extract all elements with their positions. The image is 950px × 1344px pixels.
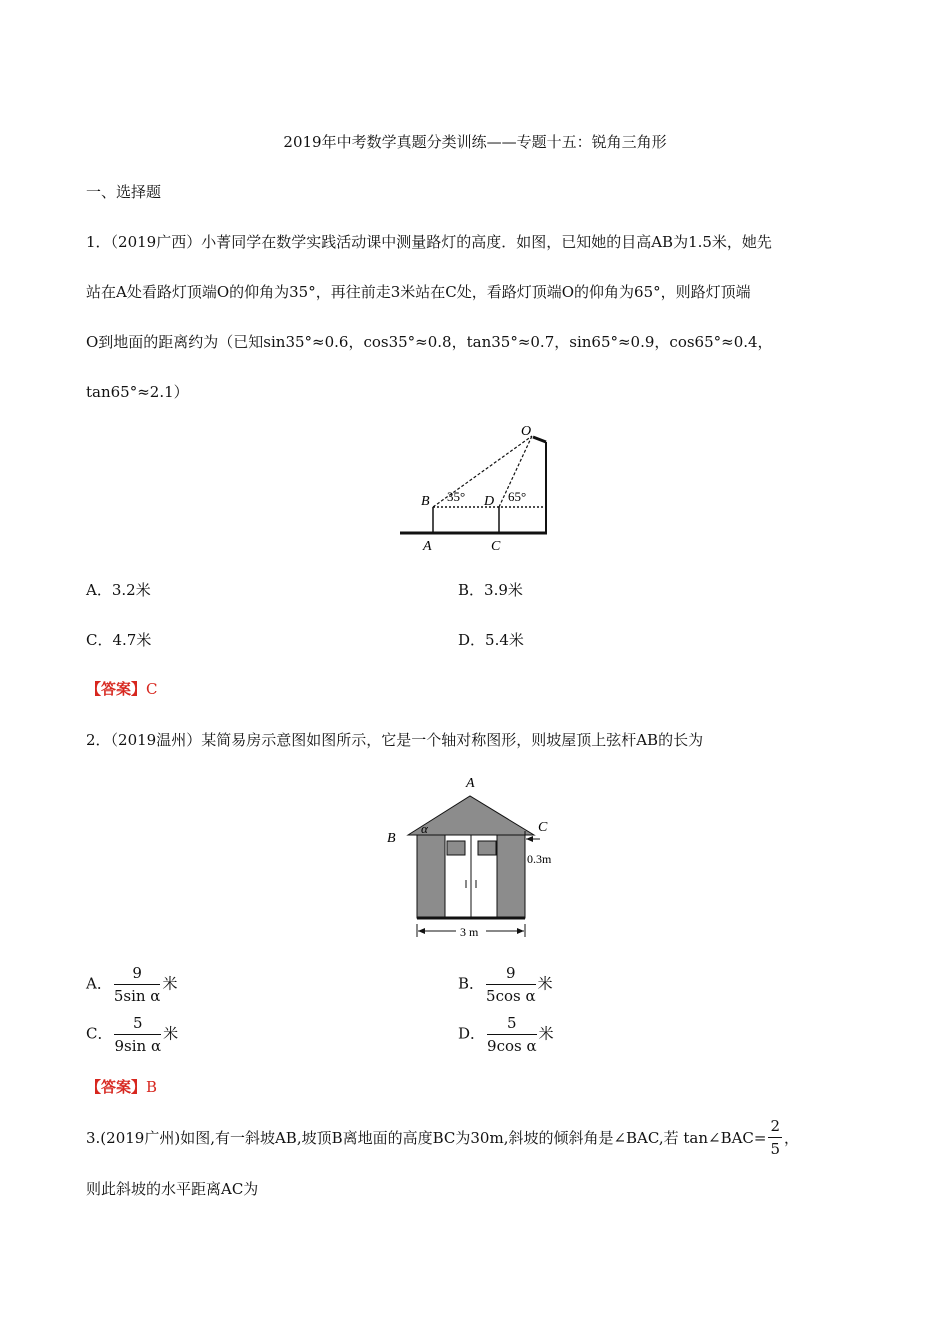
label-angle-35: 35° <box>447 489 466 504</box>
fraction-denominator: 5 <box>770 1140 781 1158</box>
q2-option-b <box>458 964 553 1005</box>
dim-label-width: 3 m <box>460 925 479 939</box>
label-alpha: α <box>421 821 428 836</box>
gap-arrow-head <box>526 836 533 842</box>
window-right <box>478 841 496 855</box>
option-unit: 米 <box>537 974 553 993</box>
option-fraction <box>114 964 161 1005</box>
q1-text-line-4: tan65°≈2.1） <box>86 383 189 401</box>
q2-option-a <box>86 964 177 1005</box>
option-label: B． <box>458 974 485 993</box>
q2-text-line-1: 2．（2019温州）某简易房示意图如图所示，它是一个轴对称图形，则坡屋顶上弦杆AB的长为 <box>86 731 704 749</box>
lamp-arm <box>533 437 546 442</box>
label-b: B <box>387 831 396 846</box>
fraction-denominator: 9cos α <box>487 1037 537 1055</box>
q3-text-line-2: 则此斜坡的水平距离AC为 <box>86 1180 259 1198</box>
section-heading: 一、选择题 <box>86 183 162 201</box>
label-gap: 0.3m <box>527 852 552 866</box>
option-unit: 米 <box>162 974 178 993</box>
q2-answer <box>86 1076 157 1097</box>
page-title: 2019年中考数学真题分类训练——专题十五：锐角三角形 <box>283 133 667 151</box>
fraction-denominator: 5cos α <box>486 987 536 1005</box>
label-d: D <box>484 494 495 509</box>
q1-answer <box>86 678 158 699</box>
label-b: B <box>421 494 430 509</box>
q1-text-line-3: O到地面的距离约为（已知sin35°≈0.6，cos35°≈0.8，tan35°≈0.7，sin65°≈0.9，cos65°≈0.4， <box>86 333 773 351</box>
label-a: A <box>466 776 475 791</box>
answer-tag: 【答案】 <box>86 680 147 698</box>
left-wall <box>417 835 445 918</box>
q1-option-b: B．3.9米 <box>458 581 523 599</box>
option-unit: 米 <box>163 1024 179 1043</box>
option-label: C． <box>86 1024 113 1043</box>
option-fraction <box>114 1014 161 1055</box>
answer-value: C <box>146 680 158 698</box>
label-o: O <box>521 424 532 439</box>
label-angle-65: 65° <box>508 489 527 504</box>
fraction-denominator: 9sin α <box>114 1037 162 1055</box>
dim-arrow-right <box>517 928 524 934</box>
label-c: C <box>538 820 548 835</box>
answer-value: B <box>146 1078 158 1096</box>
fraction-numerator: 9 <box>114 964 161 985</box>
answer-tag: 【答案】 <box>86 1078 147 1096</box>
q3-text-line-1 <box>86 1117 799 1158</box>
dim-arrow-left <box>418 928 425 934</box>
q1-figure-streetlight <box>395 420 555 555</box>
fraction-numerator: 9 <box>486 964 536 985</box>
q2-option-d <box>458 1014 554 1055</box>
option-label: A． <box>86 974 112 993</box>
label-a: A <box>423 539 432 554</box>
q3-text-post: ， <box>784 1129 800 1147</box>
option-label: D． <box>458 1024 486 1043</box>
q1-option-a: A．3.2米 <box>86 581 151 599</box>
fraction-numerator: 5 <box>114 1014 161 1035</box>
label-c: C <box>491 539 501 554</box>
option-fraction <box>487 1014 537 1055</box>
q3-text-pre: 3.(2019广州)如图,有一斜坡AB,坡顶B离地面的高度BC为30m,斜坡的倾斜角是∠BAC,若 tan∠BAC= <box>86 1129 767 1147</box>
option-fraction <box>486 964 536 1005</box>
fraction-numerator: 5 <box>487 1014 537 1035</box>
q2-option-c <box>86 1014 178 1055</box>
fraction-numerator: 2 <box>768 1117 782 1138</box>
option-unit: 米 <box>538 1024 554 1043</box>
right-wall <box>497 835 525 918</box>
q1-option-d: D．5.4米 <box>458 631 524 649</box>
q2-figure-house <box>380 765 580 945</box>
q1-option-c: C．4.7米 <box>86 631 152 649</box>
q1-text-line-1: 1．（2019广西）小菁同学在数学实践活动课中测量路灯的高度．如图，已知她的目高AB为1.5米，她先 <box>86 233 772 251</box>
q1-text-line-2: 站在A处看路灯顶端O的仰角为35°，再往前走3米站在C处，看路灯顶端O的仰角为65°，则路灯顶端 <box>86 283 751 301</box>
fraction-denominator: 5sin α <box>113 987 161 1005</box>
window-left <box>447 841 465 855</box>
q3-fraction <box>768 1117 782 1158</box>
